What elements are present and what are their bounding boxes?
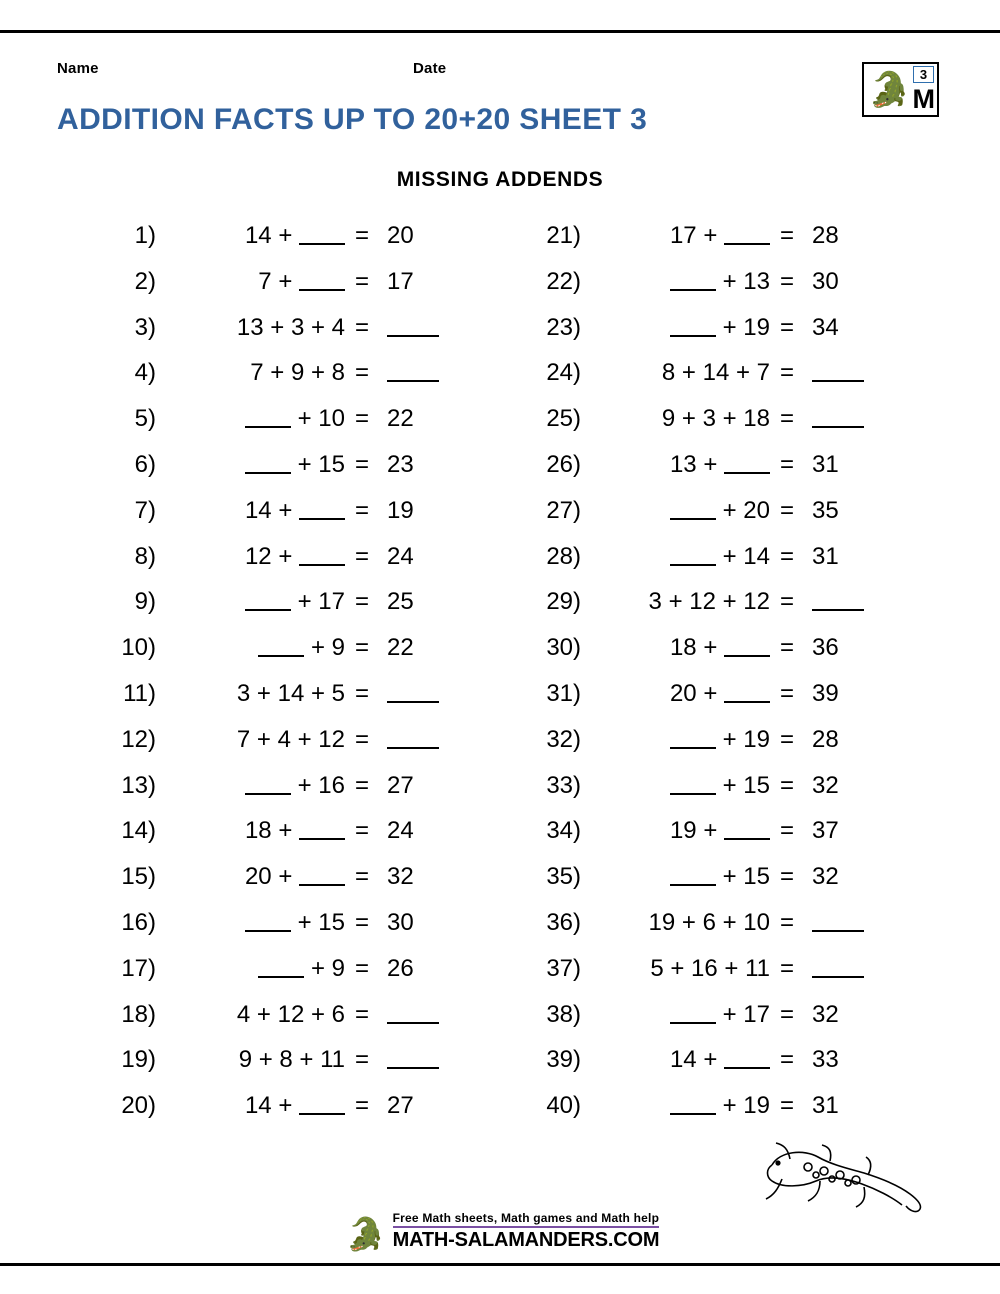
problem-answer: 27 [387,1092,414,1120]
problem-number: 20) [121,1092,156,1120]
problem-number: 25) [546,405,581,433]
page-subtitle: MISSING ADDENDS [396,168,604,191]
problem-expression: 14 + [170,1092,349,1120]
problem-number: 9) [134,588,156,616]
problem-answer: 26 [387,954,414,982]
answer-blank[interactable] [724,681,770,703]
equals-sign: = [779,222,794,249]
problem-row [525,588,885,634]
problem-expression: 13 + 3 + 4 [236,313,345,341]
problem-row [525,1001,885,1047]
problem-expression: 19 + [595,817,774,845]
problem-answer: 32 [387,863,414,891]
page-title: ADDITION FACTS UP TO 20+20 SHEET 3 [57,103,648,136]
equals-sign: = [354,542,369,570]
problem-column-right [525,222,885,1138]
answer-blank[interactable] [245,773,291,795]
problem-number: 7) [134,496,156,524]
answer-blank[interactable] [812,910,864,932]
problem-row [100,680,460,726]
answer-blank[interactable] [670,1093,716,1115]
equals-sign: = [779,588,794,616]
problem-answer: 23 [387,450,414,478]
answer-blank[interactable] [670,544,716,566]
answer-blank[interactable] [299,1093,345,1115]
problem-answer [375,1046,459,1074]
equals-sign: = [354,863,369,891]
answer-blank[interactable] [258,635,304,657]
equals-sign: = [354,1000,369,1028]
problem-row [525,497,885,543]
problem-answer [800,909,884,937]
problem-answer: 28 [812,222,839,249]
answer-blank[interactable] [812,360,864,382]
answer-blank[interactable] [670,269,716,291]
problem-answer [375,726,459,754]
problem-row [525,680,885,726]
problem-answer: 24 [387,817,414,845]
problem-expression: 3 + 14 + 5 [236,679,345,707]
problem-answer: 37 [812,817,839,845]
answer-blank[interactable] [724,818,770,840]
problem-expression: + 14 [595,543,774,571]
problem-expression: + 20 [595,497,774,525]
problem-expression: 13 + [595,451,774,479]
problem-row [525,634,885,680]
problem-row [525,359,885,405]
problem-number: 26) [546,450,581,478]
answer-blank[interactable] [387,1002,439,1024]
problem-number: 14) [121,817,156,845]
math-salamanders-logo [862,62,939,117]
problem-row [525,1092,885,1138]
problem-number: 40) [546,1092,581,1120]
footer-tagline: Free Math sheets, Math games and Math help [392,1211,660,1225]
problem-expression: + 9 [170,634,349,662]
problem-row [100,1046,460,1092]
problem-row [100,955,460,1001]
equals-sign: = [779,634,794,662]
problem-answer: 25 [387,588,414,616]
problem-number: 17) [121,954,156,982]
answer-blank[interactable] [245,589,291,611]
answer-blank[interactable] [724,223,770,245]
problem-row [100,405,460,451]
problem-row [100,314,460,360]
problem-number: 30) [546,634,581,662]
problem-number: 12) [121,725,156,753]
problem-expression: 18 + [170,817,349,845]
problem-expression: 7 + 4 + 12 [236,725,345,753]
answer-blank[interactable] [724,1047,770,1069]
equals-sign: = [354,313,369,341]
problem-number: 6) [134,450,156,478]
equals-sign: = [354,1046,369,1074]
equals-sign: = [354,496,369,524]
footer-salamander-icon: 🐊 [345,1216,386,1252]
problem-answer: 31 [812,1092,839,1120]
problem-expression: + 19 [595,1092,774,1120]
answer-blank[interactable] [670,498,716,520]
problem-row [525,314,885,360]
problem-answer: 24 [387,542,414,570]
problem-row [100,772,460,818]
equals-sign: = [354,450,369,478]
equals-sign: = [354,267,369,295]
equals-sign: = [779,863,794,891]
answer-blank[interactable] [812,589,864,611]
problem-row [100,817,460,863]
answer-blank[interactable] [387,681,439,703]
problem-answer: 31 [812,450,839,478]
equals-sign: = [354,725,369,753]
answer-blank[interactable] [299,818,345,840]
problem-row [525,955,885,1001]
problem-row [100,1001,460,1047]
problem-expression: 14 + [170,497,349,525]
problem-answer: 31 [812,542,839,570]
problem-row [100,1092,460,1138]
problem-answer: 22 [387,634,414,662]
equals-sign: = [779,496,794,524]
problem-row [525,772,885,818]
equals-sign: = [779,1092,794,1120]
problem-expression: + 15 [170,451,349,479]
equals-sign: = [354,588,369,616]
problem-expression: 17 + [595,222,774,250]
problem-number: 21) [546,222,581,249]
problem-answer: 27 [387,771,414,799]
answer-blank[interactable] [387,1047,439,1069]
problem-expression: + 13 [595,268,774,296]
problem-expression: 20 + [595,680,774,708]
problem-answer: 30 [812,267,839,295]
problem-number: 1) [134,222,156,249]
problem-answer: 32 [812,771,839,799]
problem-answer: 17 [387,267,414,295]
problem-number: 32) [546,725,581,753]
equals-sign: = [354,954,369,982]
answer-blank[interactable] [812,956,864,978]
problem-number: 16) [121,908,156,936]
problem-number: 2) [134,267,156,295]
problem-answer [800,359,884,387]
name-label: Name [57,60,99,77]
sheet-number-badge: 3 [913,66,934,83]
problem-row [525,909,885,955]
answer-blank[interactable] [670,864,716,886]
problem-number: 18) [121,1000,156,1028]
answer-blank[interactable] [670,773,716,795]
answer-blank[interactable] [670,727,716,749]
date-label: Date [413,60,447,77]
problem-row [525,1046,885,1092]
answer-blank[interactable] [299,498,345,520]
answer-blank[interactable] [670,1002,716,1024]
problem-answer [800,955,884,983]
problem-expression: 19 + 6 + 10 [648,908,770,936]
answer-blank[interactable] [812,406,864,428]
problem-number: 11) [123,679,156,707]
problem-answer: 33 [812,1046,839,1074]
answer-blank[interactable] [245,910,291,932]
equals-sign: = [779,771,794,799]
problem-number: 3) [134,313,156,341]
footer-rule [393,1226,660,1228]
problem-answer: 20 [387,222,414,249]
equals-sign: = [354,679,369,707]
problem-number: 37) [546,954,581,982]
answer-blank[interactable] [724,452,770,474]
answer-blank[interactable] [245,406,291,428]
problem-row [100,359,460,405]
equals-sign: = [779,725,794,753]
problem-expression: 7 + [170,268,349,296]
equals-sign: = [779,1000,794,1028]
problem-row [525,451,885,497]
problem-answer [375,680,459,708]
problem-column-left [100,222,460,1138]
problem-number: 5) [134,405,156,433]
problem-expression: 5 + 16 + 11 [650,954,770,982]
equals-sign: = [354,634,369,662]
problem-answer: 22 [387,405,414,433]
problem-expression: 9 + 3 + 18 [661,405,770,433]
problem-expression: + 19 [595,314,774,342]
problem-answer [800,588,884,616]
problem-number: 10) [121,634,156,662]
footer-site-name: MATH-SALAMANDERS.COM [392,1229,660,1251]
problem-answer: 28 [812,725,839,753]
problem-answer [375,1001,459,1029]
problem-answer: 36 [812,634,839,662]
problem-number: 13) [121,771,156,799]
problem-answer: 34 [812,313,839,341]
problem-expression: 20 + [170,863,349,891]
problem-expression: 12 + [170,543,349,571]
problem-answer [800,405,884,433]
answer-blank[interactable] [299,223,345,245]
answer-blank[interactable] [299,269,345,291]
problem-expression: + 15 [595,863,774,891]
problem-row [525,726,885,772]
problem-number: 31) [546,679,581,707]
problem-answer: 30 [387,908,414,936]
problem-row [100,451,460,497]
problem-number: 38) [546,1000,581,1028]
problem-row [525,222,885,268]
problem-row [100,863,460,909]
salamander-icon: 🐊 [868,71,911,109]
answer-blank[interactable] [299,864,345,886]
equals-sign: = [354,359,369,387]
problem-number: 28) [546,542,581,570]
problem-number: 36) [546,908,581,936]
lizard-illustration [760,1139,930,1219]
problem-row [100,634,460,680]
problem-row [100,268,460,314]
equals-sign: = [354,1092,369,1120]
problem-row [525,817,885,863]
problem-expression: 8 + 14 + 7 [661,359,770,387]
problem-number: 34) [546,817,581,845]
problem-answer [375,314,459,342]
problem-number: 24) [546,359,581,387]
problem-answer: 35 [812,496,839,524]
problem-row [100,543,460,589]
equals-sign: = [779,954,794,982]
problem-answer: 32 [812,1000,839,1028]
problem-number: 22) [546,267,581,295]
problem-expression: + 19 [595,726,774,754]
problem-row [525,268,885,314]
problem-answer: 39 [812,679,839,707]
problem-number: 33) [546,771,581,799]
problem-expression: 18 + [595,634,774,662]
problem-row [525,543,885,589]
equals-sign: = [354,771,369,799]
problem-number: 35) [546,863,581,891]
problem-expression: 7 + 9 + 8 [250,359,345,387]
logo-letter: M [912,84,933,114]
problem-expression: 3 + 12 + 12 [648,588,770,616]
answer-blank[interactable] [245,452,291,474]
equals-sign: = [779,908,794,936]
equals-sign: = [779,267,794,295]
answer-blank[interactable] [299,544,345,566]
problem-expression: + 16 [170,772,349,800]
problem-expression: + 10 [170,405,349,433]
answer-blank[interactable] [387,360,439,382]
problem-answer: 32 [812,863,839,891]
equals-sign: = [354,817,369,845]
problem-expression: + 15 [595,772,774,800]
answer-blank[interactable] [724,635,770,657]
problem-expression: 9 + 8 + 11 [238,1046,345,1074]
problem-row [100,222,460,268]
equals-sign: = [354,908,369,936]
answer-blank[interactable] [387,727,439,749]
problem-number: 19) [121,1046,156,1074]
problem-number: 27) [546,496,581,524]
equals-sign: = [354,222,369,249]
problem-row [525,863,885,909]
equals-sign: = [779,313,794,341]
problem-row [100,726,460,772]
equals-sign: = [779,542,794,570]
equals-sign: = [779,359,794,387]
problem-row [525,405,885,451]
equals-sign: = [779,450,794,478]
problem-expression: + 9 [170,955,349,983]
problem-expression: 14 + [170,222,349,250]
problem-number: 8) [134,542,156,570]
equals-sign: = [779,817,794,845]
problem-number: 39) [546,1046,581,1074]
equals-sign: = [354,405,369,433]
equals-sign: = [779,679,794,707]
problem-answer: 19 [387,496,414,524]
problem-number: 15) [121,863,156,891]
problem-number: 29) [546,588,581,616]
problem-expression: 4 + 12 + 6 [236,1000,345,1028]
problem-row [100,497,460,543]
problem-row [100,588,460,634]
problem-expression: + 17 [170,588,349,616]
bottom-divider [0,1263,1000,1266]
answer-blank[interactable] [670,315,716,337]
problem-row [100,909,460,955]
problem-expression: + 15 [170,909,349,937]
footer [0,1211,1000,1252]
problem-number: 23) [546,313,581,341]
answer-blank[interactable] [258,956,304,978]
equals-sign: = [779,1046,794,1074]
answer-blank[interactable] [387,315,439,337]
equals-sign: = [779,405,794,433]
problem-expression: 14 + [595,1046,774,1074]
problem-expression: + 17 [595,1001,774,1029]
problem-answer [375,359,459,387]
problem-number: 4) [134,359,156,387]
top-divider [0,30,1000,33]
